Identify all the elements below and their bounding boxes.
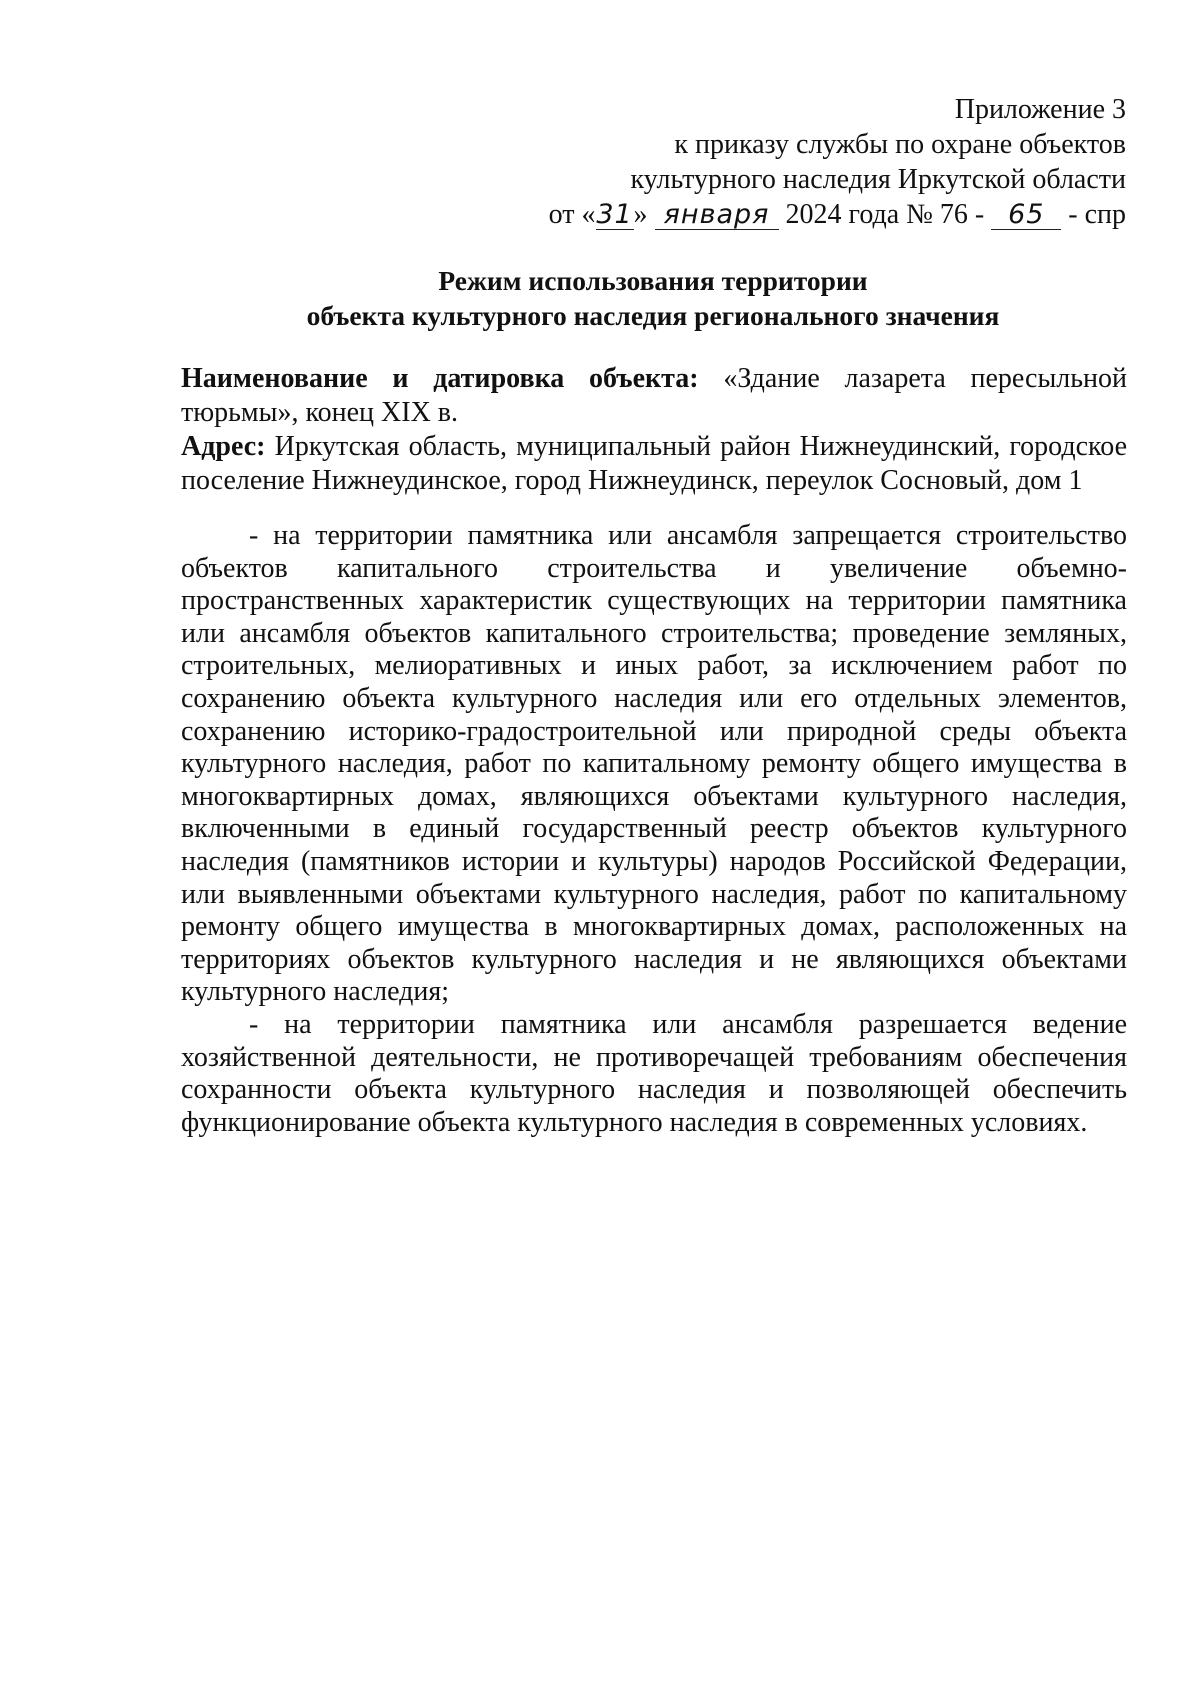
object-name-value: «Здание лазарета пересыльной тюрьмы», конец XIX в. <box>181 363 1128 428</box>
permission-paragraph: - на территории памятника или ансамбля разрешается ведение хозяйственной деятельности, не противоречащей требованиям обеспечения сохранности объекта культурного наследия и позволяющей обеспечить функционирование объекта культурного наследия в современных условиях. <box>181 1008 1127 1138</box>
regime-body <box>181 520 1127 1139</box>
title-line-2: объекта культурного наследия регионального значения <box>306 300 1000 331</box>
title-line-1: Режим использования территории <box>438 265 868 296</box>
prohibition-paragraph: - на территории памятника или ансамбля запрещается строительство объектов капитального строительства и увеличение объемно-пространственных характеристик существующих на территории памятника или ансамбля объектов капитального строительства; проведение земляных, строительных, мелиоративных и иных работ, за исключением работ по сохранению объекта культурного наследия или его отдельных элементов, сохранению историко-градостроительной или природной среды объекта культурного наследия, работ по капитальному ремонту общего имущества в многоквартирных домах, являющихся объектами культурного наследия, включенными в единый государственный реестр объектов культурного наследия (памятников истории и культуры) народов Российской Федерации, или выявленными объектами культурного наследия, работ по капитальному ремонту общего имущества в многоквартирных домах, расположенных на территориях объектов культурного наследия и не являющихся объектами культурного наследия; <box>181 520 1127 1008</box>
document-title <box>180 263 1126 333</box>
appendix-authority: культурного наследия Иркутской области <box>630 164 1126 195</box>
year-and-order: 2024 года № 76 - <box>785 199 985 230</box>
object-name <box>181 362 1127 430</box>
order-suffix: - спр <box>1068 199 1126 230</box>
object-address <box>181 430 1127 498</box>
object-info <box>181 362 1127 498</box>
appendix-date-line <box>366 197 1126 232</box>
handwritten-order-number: 65 <box>991 201 1061 230</box>
handwritten-month: января <box>655 201 779 230</box>
date-prefix: от « <box>548 199 596 230</box>
object-name-label: Наименование и датировка объекта: <box>181 363 699 394</box>
appendix-number: Приложение 3 <box>954 94 1126 125</box>
appendix-order-ref: к приказу службы по охране объектов <box>674 129 1126 160</box>
object-address-label: Адрес: <box>181 431 266 462</box>
handwritten-day: 31 <box>596 199 633 230</box>
appendix-block <box>366 92 1126 232</box>
object-address-value: Иркутская область, муниципальный район Нижнеудинский, городское поселение Нижнеудинское, город Нижнеудинск, переулок Сосновый, дом 1 <box>181 431 1127 496</box>
date-quote-close: » <box>633 199 648 230</box>
